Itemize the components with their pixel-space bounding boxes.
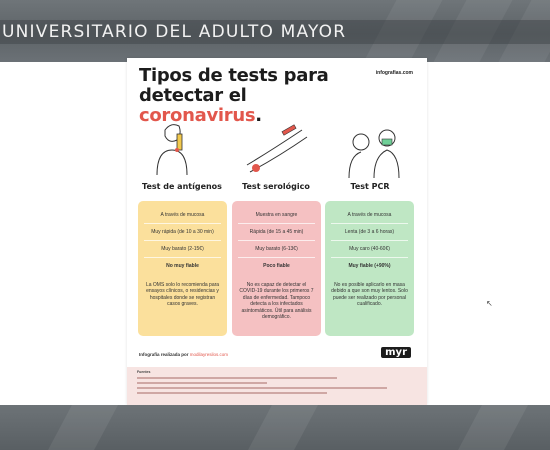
credit-prefix: Infografía realizada por bbox=[139, 352, 190, 357]
pcr-nurse-illustration bbox=[339, 120, 409, 180]
mouse-cursor-icon: ↖ bbox=[486, 299, 493, 308]
banner-title: UNIVERSITARIO DEL ADULTO MAYOR bbox=[2, 22, 347, 42]
source-line bbox=[137, 392, 327, 394]
card-note: No es posible aplicarlo en masa debido a que son muy lentos. Solo puede ser realizado por personal cualificado. bbox=[331, 282, 408, 308]
card-note: No es capaz de detectar el COVID-19 durante los primeros 7 días de enfermedad. Tampoco detecta a los infectados asintomáticos. Útil para análisis demográfico. bbox=[239, 282, 314, 321]
list-item: Muy barato (6-13€) bbox=[238, 241, 315, 258]
list-item: Muy barato (2-15€) bbox=[144, 241, 221, 258]
antigen-swab-illustration bbox=[147, 120, 217, 180]
source-line bbox=[137, 387, 387, 389]
list-item: Poco fiable bbox=[263, 263, 290, 269]
list-item: Rápida (de 15 a 45 min) bbox=[238, 224, 315, 241]
serology-card bbox=[232, 201, 321, 336]
card-note: La OMS solo lo recomienda para ensayos clínicos, o residencias y hospitales donde se registran casos graves. bbox=[145, 282, 220, 308]
source-line bbox=[137, 382, 267, 384]
column-title-pcr: Test PCR bbox=[350, 182, 390, 191]
pcr-card bbox=[325, 201, 414, 336]
list-item: A través de mucosa bbox=[144, 207, 221, 224]
infographic-title bbox=[139, 66, 329, 126]
column-title-antigen: Test de antígenos bbox=[142, 182, 222, 191]
title-line-1: Tipos de tests para bbox=[139, 65, 329, 86]
top-banner bbox=[0, 0, 550, 62]
column-title-serology: Test serológico bbox=[242, 182, 310, 191]
site-badge: infografias.com bbox=[375, 70, 413, 76]
infographic bbox=[127, 58, 427, 405]
myr-logo: myr bbox=[381, 347, 411, 358]
sources-footer bbox=[127, 367, 427, 405]
list-item: No muy fiable bbox=[166, 263, 199, 269]
antigen-card bbox=[138, 201, 227, 336]
sources-label: Fuentes bbox=[137, 370, 151, 374]
bottom-banner bbox=[0, 405, 550, 450]
source-line bbox=[137, 377, 337, 379]
list-item: Muestra en sangre bbox=[238, 207, 315, 224]
list-item: Muy caro (40-60€) bbox=[331, 241, 408, 258]
list-item: A través de mucosa bbox=[331, 207, 408, 224]
title-line-2-prefix: detectar el bbox=[139, 85, 247, 106]
credit-site: modilayresilos.com bbox=[189, 352, 229, 357]
list-item: Muy rápida (de 10 a 30 min) bbox=[144, 224, 221, 241]
credit-line bbox=[139, 352, 228, 357]
list-item: Muy fiable (+90%) bbox=[348, 263, 391, 269]
list-item: Lenta (de 3 a 6 horas) bbox=[331, 224, 408, 241]
title-line-2-suffix: . bbox=[255, 105, 262, 126]
title-highlight: coronavirus bbox=[139, 105, 256, 126]
serology-arm-illustration bbox=[242, 120, 312, 180]
